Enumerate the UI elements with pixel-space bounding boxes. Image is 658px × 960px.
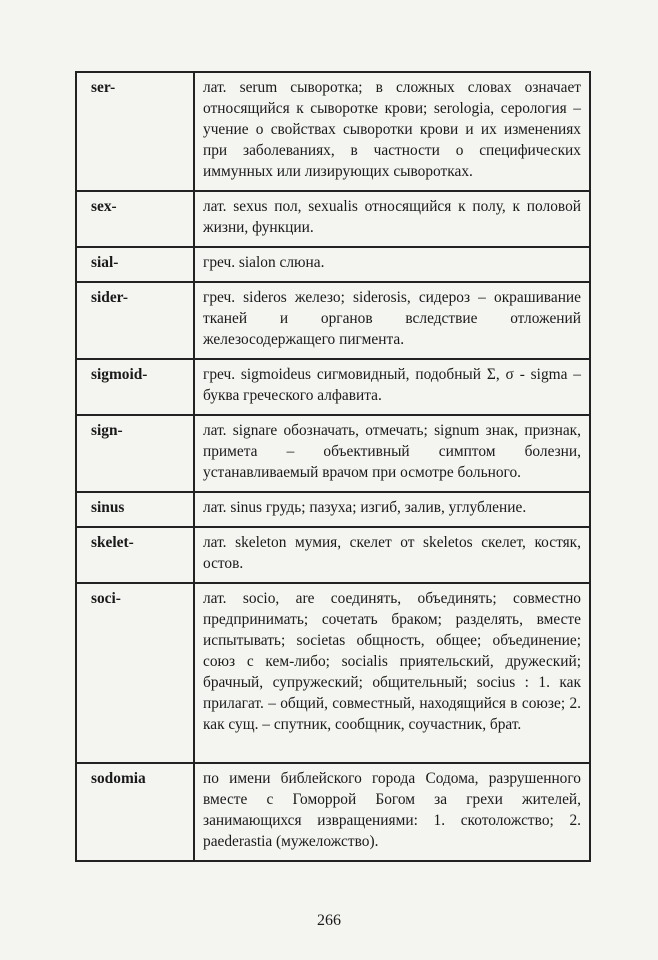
entry-term: sodomia (76, 763, 194, 861)
entry-term: sign- (76, 415, 194, 492)
entry-term: sigmoid- (76, 359, 194, 415)
entry-definition: греч. sigmoideus сигмовидный, подобный Σ, σ - sigma – буква греческого алфавита. (194, 359, 590, 415)
table-row (76, 247, 590, 282)
entry-definition: лат. serum сыворотка; в сложных словах означает относящийся к сыворотке крови; serologia, серология – учение о свойствах сыворотки крови и их изменениях при заболеваниях, в частности о специфических иммунных или лизирующих сыворотках. (194, 72, 590, 191)
entry-definition: лат. signare обозначать, отмечать; signum знак, признак, примета – объективный симптом болезни, устанавливаемый врачом при осмотре больного. (194, 415, 590, 492)
table-row (76, 583, 590, 763)
entry-definition: лат. sinus грудь; пазуха; изгиб, залив, углубление. (194, 492, 590, 527)
glossary-table (75, 71, 591, 862)
table-row (76, 72, 590, 191)
entry-term: sial- (76, 247, 194, 282)
entry-term: ser- (76, 72, 194, 191)
page-number: 266 (317, 912, 341, 929)
entry-definition: лат. socio, are соединять, объединять; совместно предпринимать; сочетать браком; разделять, вместе испытывать; societas общность, общее; объединение; союз с кем-либо; socialis приятельский, дружеский; брачный, супружеский; общительный; socius : 1. как прилагат. – общий, совместный, находящийся в союзе; 2. как сущ. – спутник, сообщник, соучастник, брат. (194, 583, 590, 763)
entry-definition: греч. sideros железо; siderosis, сидероз – окрашивание тканей и органов вследствие отложений железосодержащего пигмента. (194, 282, 590, 359)
entry-definition: лат. skeleton мумия, скелет от skeletos скелет, костяк, остов. (194, 527, 590, 583)
table-row (76, 282, 590, 359)
entry-definition: греч. sialon слюна. (194, 247, 590, 282)
table-row (76, 527, 590, 583)
table-row (76, 191, 590, 247)
entry-definition: по имени библейского города Содома, разрушенного вместе с Гоморрой Богом за грехи жителей, занимающихся извращениями: 1. скотоложство; 2. paederastia (мужеложство). (194, 763, 590, 861)
entry-term: skelet- (76, 527, 194, 583)
table-row (76, 359, 590, 415)
entry-term: sinus (76, 492, 194, 527)
entry-term: sider- (76, 282, 194, 359)
entry-term: soci- (76, 583, 194, 763)
entry-definition: лат. sexus пол, sexualis относящийся к полу, к половой жизни, функции. (194, 191, 590, 247)
table-row (76, 763, 590, 861)
table-row (76, 415, 590, 492)
entry-term: sex- (76, 191, 194, 247)
table-row (76, 492, 590, 527)
